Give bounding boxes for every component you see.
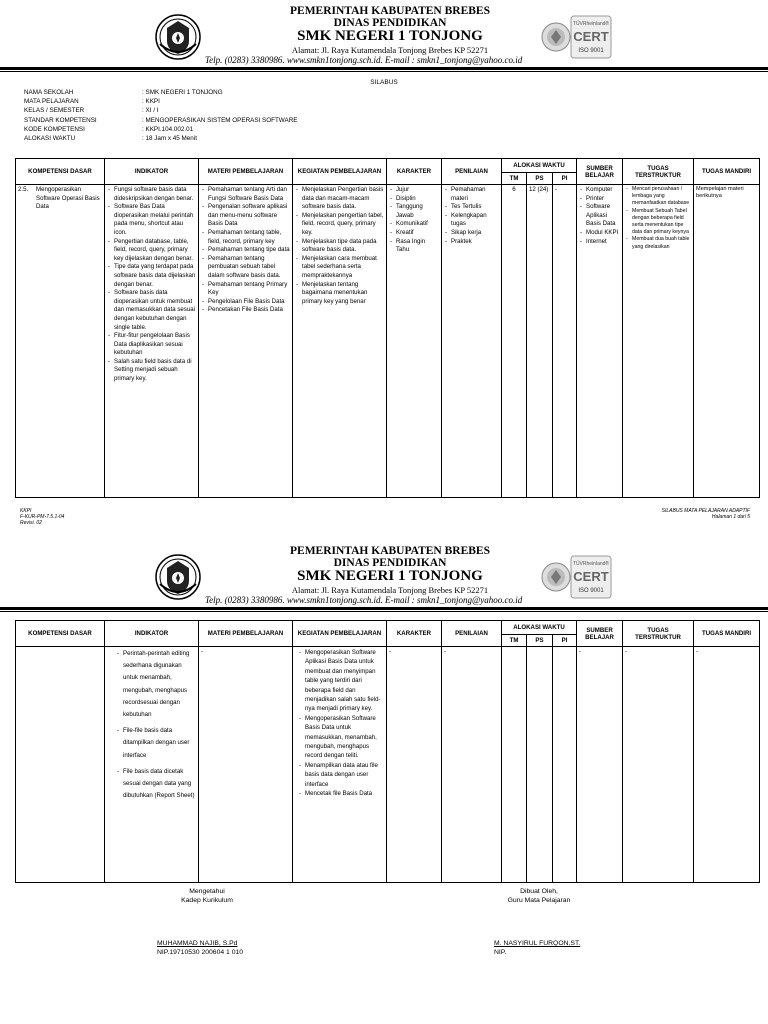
letterhead-address: Alamat: Jl. Raya Kutamendala Tonjong Brebes KP 52271 [291,45,489,55]
syllabus-table-continued [15,620,760,883]
list-item: - Kelengkapan tugas [451,212,499,229]
table-row [16,647,760,883]
table-row [16,185,760,498]
header-penilaian: PENILAIAN [442,621,502,647]
svg-text:TÜVRheinland®: TÜVRheinland® [572,21,610,27]
header-ps: PS [527,173,553,185]
list-item: - Software Bas Data dioperasikan melalui perintah pada menu, shortcut atau icon. [114,203,196,237]
list-item: - Menjelaskan cara membuat tabel sederhana serta mempraktekannya [302,255,384,281]
list-item: - Printer [586,195,620,204]
header-ps: PS [527,635,553,647]
cell-penilaian [442,185,502,498]
list-item: - Sikap kerja [451,229,499,238]
tuv-iso-9001-cert-icon [541,552,613,602]
header-tugas-terstruktur: TUGAS TERSTRUKTUR [623,621,694,647]
signature-right-name: M. NASYIRUL FURQON,ST. NIP. [494,940,581,956]
list-item: - Tipe data yang terdapat pada software basis data dijelaskan dengan benar. [114,263,196,289]
cell-tugas-terstruktur: - [623,647,694,883]
list-item: - Menjelaskan tipe data pada software basis data. [302,238,384,255]
list-item: - Pencetakan File Basis Data [208,306,290,315]
list-item: - Salah satu field basis data di Setting menjadi sebuah primary key. [114,358,196,384]
list-item: - Mengoperasikan Software Aplikasi Basis Data untuk membuat dan menyimpan table yang terdiri dari beberapa field dan menjadikan salah satu field-nya menjadi primary key. [305,648,384,714]
header-pi: PI [553,173,577,185]
list-item: - File-file basis data ditampilkan dengan user interface [123,725,196,762]
header-kompetensi-dasar: KOMPETENSI DASAR [16,159,105,185]
list-item: - Software Aplikasi Basis Data [586,203,620,229]
tuv-iso-9001-cert-icon [541,12,613,62]
list-item: - Menjelaskan tentang bagaimana menentukan primary key yang benar [302,281,384,307]
svg-text:ISO 9001: ISO 9001 [578,588,604,594]
list-item: - Perintah-perintah editing sederhana digunakan untuk menambah, mengubah, menghapus recordsesuai dengan kebutuhan [123,648,196,721]
list-item: - Tanggung Jawab [396,203,439,220]
list-item: - Menjelaskan pengertian tabel, field, record, query, primary key. [302,212,384,238]
cell-materi [199,185,293,498]
list-item: - Pemahaman tentang pembuatan sebuah tabel dalam software basis data. [208,255,290,281]
list-item: - Praktek [451,238,499,247]
letterhead-rule [0,67,768,70]
header-karakter: KARAKTER [387,159,442,185]
cell-kegiatan [293,647,387,883]
list-item: - Membuat dua buah table yang direlasikan [632,236,691,250]
info-row: KODE KOMPETENSI : KKPI.104.002.01 [24,125,194,133]
letterhead-department: DINAS PENDIDIKAN [333,17,447,29]
letterhead-contact: Telp. (0283) 3380986. www.smkn1tonjong.sch.id. E-mail : smkn1_tonjong@yahoo.co.id [205,55,523,65]
cell-kompetensi-dasar: 2.5. Mengoperasikan Software Operasi Basis Data [16,185,105,498]
list-item: - Menjelaskan Pengertian basis data dan macam-macam software basis data. [302,186,384,212]
svg-text:ISO 9001: ISO 9001 [578,48,604,54]
header-penilaian: PENILAIAN [442,159,502,185]
letterhead-school-name: SMK NEGERI 1 TONJONG [297,28,483,44]
brebes-regency-emblem-icon [155,14,201,60]
cell-ps [527,647,553,883]
letterhead-address: Alamat: Jl. Raya Kutamendala Tonjong Brebes KP 52271 [291,585,489,595]
list-item: - Modul KKPI [586,229,620,238]
list-item: - Tes Tertulis [451,203,499,212]
list-item: - Pemahaman tentang Arti dan Fungsi Software Basis Data [208,186,290,203]
info-row: NAMA SEKOLAH : SMK NEGERI 1 TONJONG [24,89,223,96]
cell-ps: 12 (24) [527,185,553,498]
header-indikator: INDIKATOR [105,621,199,647]
header-sumber-belajar: SUMBER BELAJAR [577,159,623,185]
cell-sumber-belajar: - [577,647,623,883]
brebes-regency-emblem-icon [155,554,201,600]
header-alokasi-waktu: ALOKASI WAKTU [502,621,577,635]
letterhead-government: PEMERINTAH KABUPATEN BREBES [290,545,490,557]
cell-materi: - [199,647,293,883]
list-item: - Rasa Ingin Tahu [396,238,439,255]
cell-kompetensi-dasar [16,647,105,883]
svg-text:CERT: CERT [573,569,609,584]
cell-tugas-mandiri: Mempelajari materi berikutnya [694,185,760,498]
list-item: - Mencetak file Basis Data [305,789,384,798]
cell-indikator [105,185,199,498]
list-item: - File basis data dicetak sesuai dengan data yang dibutuhkan (Report Sheet) [123,766,196,803]
letterhead-contact: Telp. (0283) 3380986. www.smkn1tonjong.sch.id. E-mail : smkn1_tonjong@yahoo.co.id [205,595,523,605]
header-kompetensi-dasar: KOMPETENSI DASAR [16,621,105,647]
letterhead-government: PEMERINTAH KABUPATEN BREBES [290,5,490,17]
svg-text:CERT: CERT [573,29,609,44]
info-row: ALOKASI WAKTU : 18 Jam x 45 Menit [24,134,197,142]
list-item: - Pemahaman tentang tipe data [208,246,290,255]
header-kegiatan: KEGIATAN PEMBELAJARAN [293,621,387,647]
list-item: - Fungsi software basis data dideskripsikan dengan benar. [114,186,196,203]
cell-pi: - [553,185,577,498]
list-item: - Software basis data dioperasikan untuk membuat dan memasukkan data sesuai dengan kebutuhan dengan single table. [114,289,196,332]
cell-tugas-mandiri: - [694,647,760,883]
header-sumber-belajar: SUMBER BELAJAR [577,621,623,647]
header-materi: MATERI PEMBELAJARAN [199,621,293,647]
list-item: - Pemahaman tentang Primary Key [208,281,290,298]
list-item: - Menampilkan data atau file basis data dengan user interface [305,761,384,789]
signature-left-name: MUHAMMAD NAJIB, S.Pd NIP.19710530 200604 1 010 [157,940,244,956]
list-item: - Komputer [586,186,620,195]
header-tugas-mandiri: TUGAS MANDIRI [694,159,760,185]
cell-karakter [387,185,442,498]
cell-indikator [105,647,199,883]
list-item: - Membuat Sebuah Tabel dengan beberapa field serta menentukan tipe data dan primary keynya [632,208,691,237]
list-item: - Mencari perusahaan / lembaga yang memanfaatkan database [632,186,691,208]
list-item: - Kreatif [396,229,439,238]
svg-text:TÜVRheinland®: TÜVRheinland® [572,561,610,567]
header-indikator: INDIKATOR [105,159,199,185]
letterhead-rule-thin [0,71,768,72]
header-tugas-mandiri: TUGAS MANDIRI [694,621,760,647]
info-row: STANDAR KOMPETENSI : MENGOPERASIKAN SISTEM OPERASI SOFTWARE [24,116,298,124]
header-kegiatan: KEGIATAN PEMBELAJARAN [293,159,387,185]
cell-tm [502,647,527,883]
list-item: - Pengelolaan File Basis Data [208,298,290,307]
list-item: - Pengenalan software aplikasi dan menu-menu software Basis Data [208,203,290,229]
list-item: - Jujur [396,186,439,195]
info-row: KELAS / SEMESTER : XI / I [24,107,159,115]
syllabus-info [24,88,442,143]
letterhead-school-name: SMK NEGERI 1 TONJONG [297,568,483,584]
header-materi: MATERI PEMBELAJARAN [199,159,293,185]
header-pi: PI [553,635,577,647]
cell-tugas-terstruktur [623,185,694,498]
header-tugas-terstruktur: TUGAS TERSTRUKTUR [623,159,694,185]
list-item: - Komunikatif [396,220,439,229]
letterhead-rule [0,607,768,610]
cell-penilaian: - [442,647,502,883]
list-item: - Pengertian database, table, field, record, query, primary key dijelaskan dengan benar. [114,238,196,264]
footer-right: SILABUS MATA PELAJARAN ADAPTIF Halaman 1 dari 5 [661,508,750,521]
header-tm: TM [502,173,527,185]
footer-left: KKPI F-KUR-PM-7.5.1-04 Revisi. 02 [20,508,65,527]
syllabus-page-2 [0,540,768,1024]
list-item: - Internet [586,238,620,247]
cell-pi [553,647,577,883]
cell-kegiatan [293,185,387,498]
header-alokasi-waktu: ALOKASI WAKTU [502,159,577,173]
list-item: - Fitur-fitur pengelolaan Basis Data diaplikasikan sesuai kebutuhan [114,332,196,358]
cell-karakter: - [387,647,442,883]
letterhead-department: DINAS PENDIDIKAN [333,557,447,569]
header-tm: TM [502,635,527,647]
header-karakter: KARAKTER [387,621,442,647]
list-item: - Mengoperasikan Software Basis Data untuk memasukkan, menambah, mengubah, menghapus record dengan teliti. [305,714,384,761]
list-item: - Disiplin [396,195,439,204]
letterhead [0,0,768,66]
info-row: MATA PELAJARAN : KKPI [24,98,160,106]
syllabus-table [15,158,760,498]
letterhead-rule-thin [0,611,768,612]
cell-sumber-belajar [577,185,623,498]
list-item: - Pemahaman materi [451,186,499,203]
document-title: SILABUS [370,79,398,86]
signature-left-heading: Mengetahui Kadep Kurikulum [181,888,233,904]
signature-right-heading: Dibuat Oleh, Guru Mata Pelajaran [507,888,571,904]
letterhead [0,540,768,606]
cell-tm: 6 [502,185,527,498]
list-item: - Pemahaman tentang table, field, record, primary key [208,229,290,246]
